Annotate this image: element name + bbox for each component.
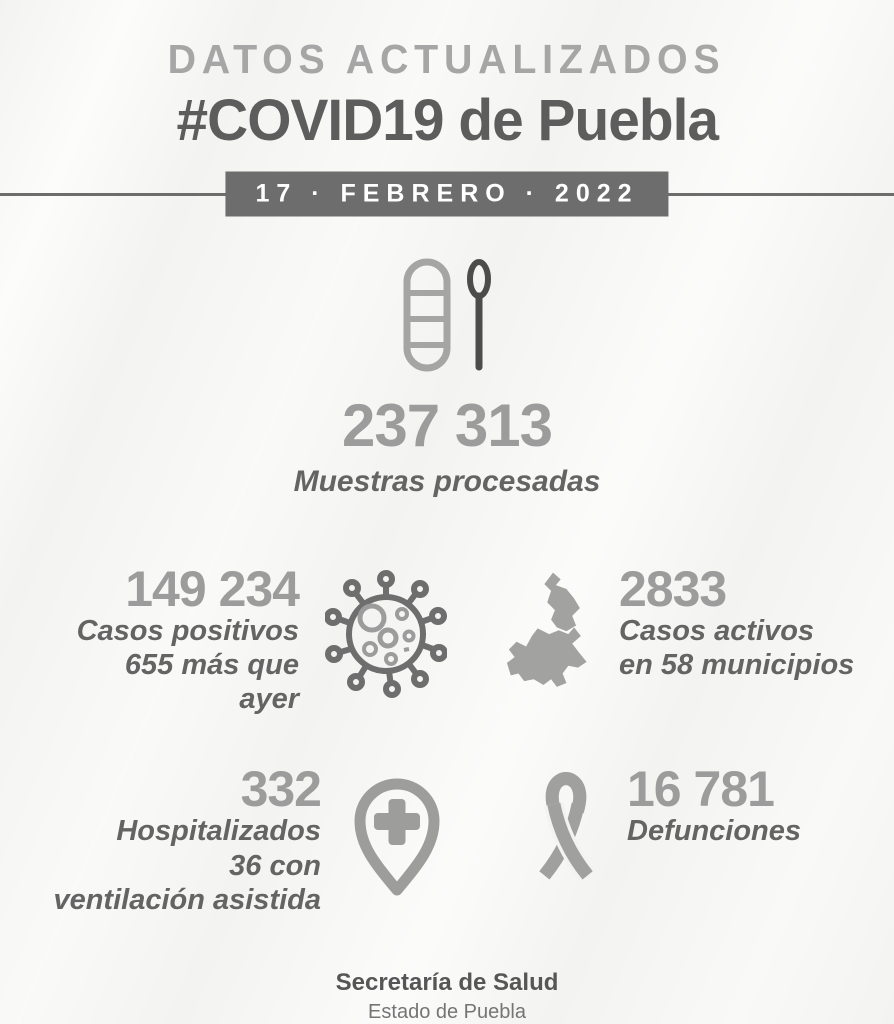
stat-row-hospital [0, 761, 894, 917]
positivos-label-line1: Casos positivos [76, 614, 299, 647]
activos-label-line2: en 58 municipios [619, 648, 855, 681]
page-title: #COVID19 de Puebla [176, 88, 718, 153]
activos-value: 2833 [619, 560, 727, 617]
awareness-ribbon-icon [519, 772, 613, 896]
stat-hospitalizados [0, 761, 447, 917]
stat-row-casos [0, 560, 894, 717]
hospitalizados-label-line1: Hospitalizados [116, 815, 321, 848]
swab-icon [466, 257, 492, 373]
defunciones-label: Defunciones [627, 815, 802, 848]
stat-activos [447, 560, 894, 717]
stat-defunciones [447, 761, 894, 917]
footer [336, 969, 559, 1024]
stat-muestras [294, 257, 601, 499]
hospitalizados-label-line2: 36 con [229, 849, 321, 882]
positivos-label-line2: 655 más que [124, 648, 299, 681]
stat-positivos [0, 560, 447, 717]
defunciones-value: 16 781 [627, 761, 774, 818]
date-band [0, 174, 894, 213]
puebla-map-icon [505, 570, 601, 702]
positivos-label-line3: ayer [239, 683, 299, 716]
test-tube-icon [402, 257, 452, 373]
hospitalizados-label-line3: ventilación asistida [53, 883, 321, 916]
kicker-heading: DATOS ACTUALIZADOS [168, 36, 726, 82]
footer-org-name: Secretaría de Salud [335, 969, 559, 996]
test-sample-icons [402, 257, 492, 373]
positivos-value: 149 234 [125, 560, 299, 617]
muestras-value: 237 313 [342, 392, 552, 460]
date-banner: 17 · FEBRERO · 2022 [225, 171, 668, 216]
muestras-label: Muestras procesadas [293, 465, 601, 499]
medical-cross-pin-icon [347, 774, 447, 898]
hospitalizados-value: 332 [240, 761, 321, 818]
virus-icon [325, 568, 447, 698]
activos-label-line1: Casos activos [619, 614, 815, 647]
footer-org-subtitle: Estado de Puebla [368, 1001, 526, 1023]
